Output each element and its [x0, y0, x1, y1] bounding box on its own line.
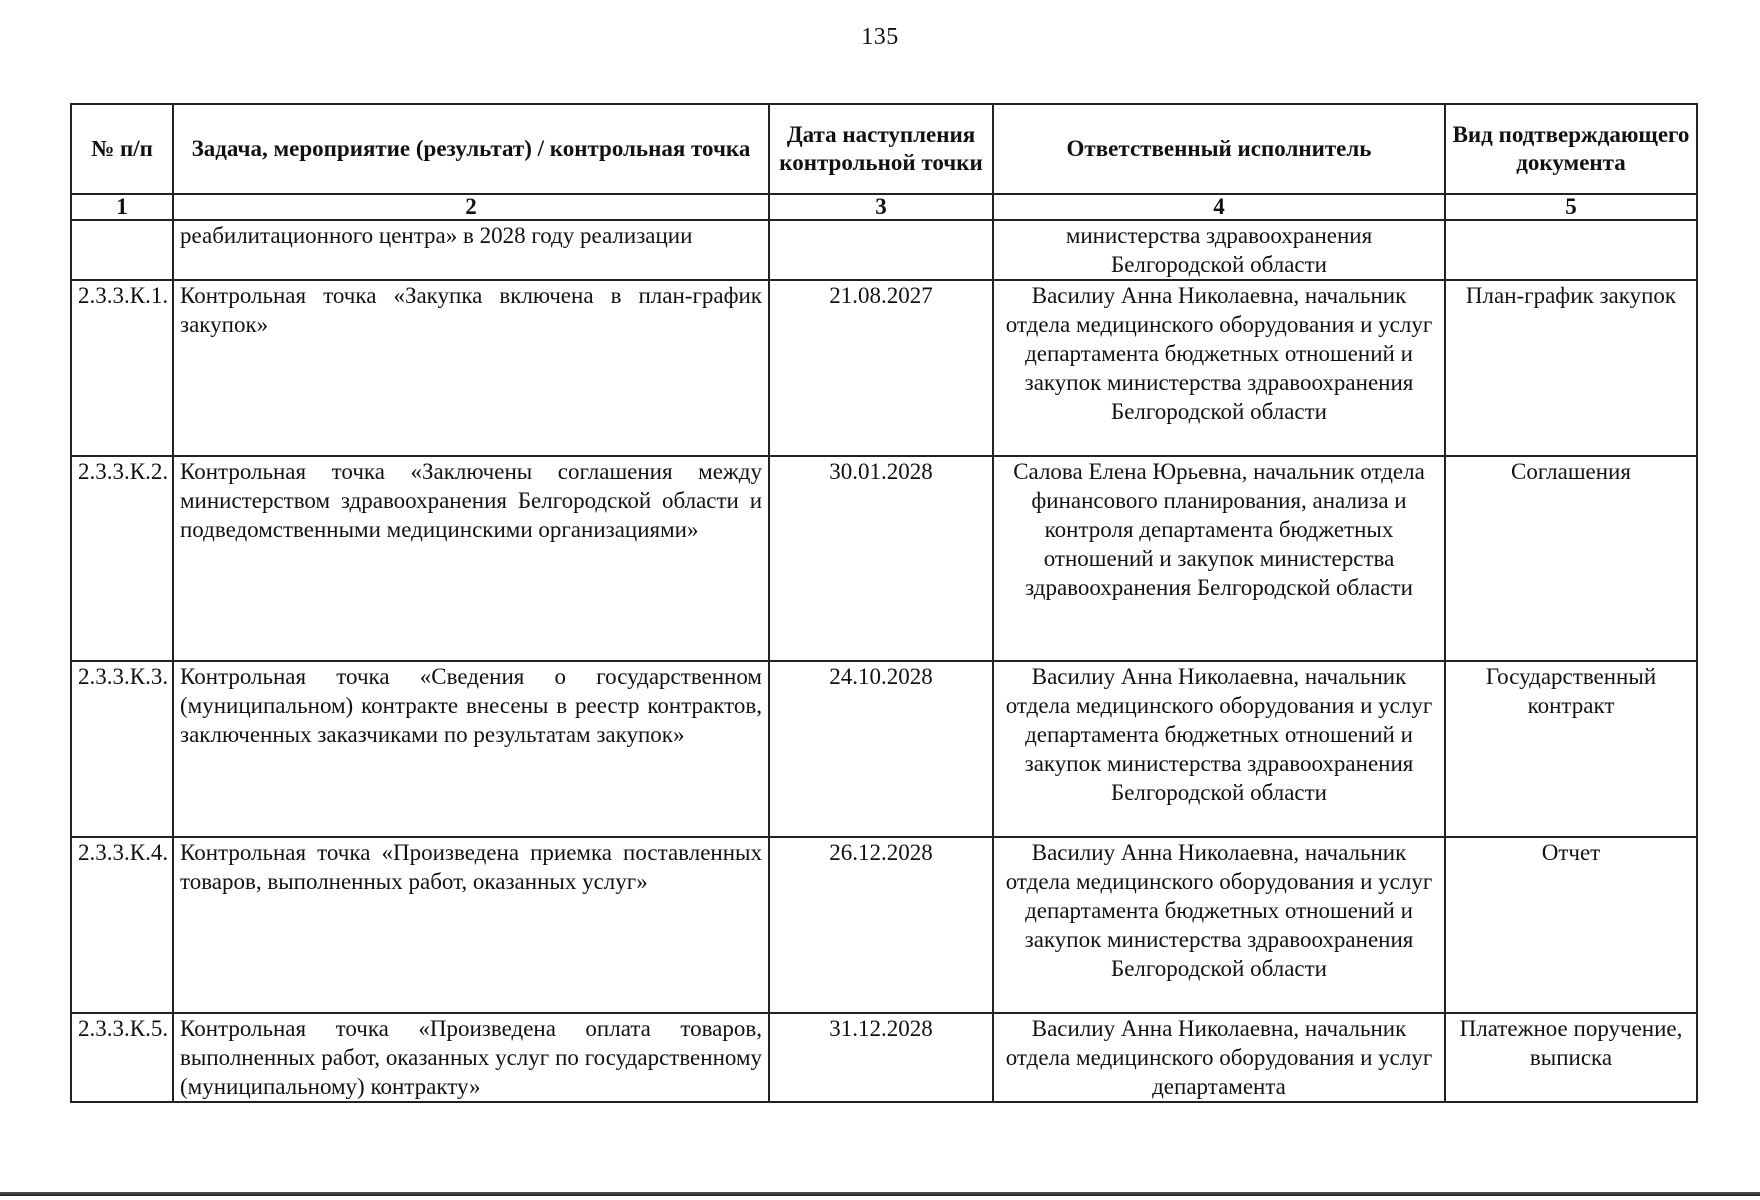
- row-number: 2.3.3.К.2.: [71, 456, 173, 661]
- header-task: Задача, мероприятие (результат) / контрольная точка: [173, 104, 769, 194]
- row-number: 2.3.3.К.3.: [71, 661, 173, 837]
- row-number: 2.3.3.К.4.: [71, 837, 173, 1013]
- responsible-cell: Салова Елена Юрьевна, начальник отдела финансового планирования, анализа и контроля департамента бюджетных отношений и закупок министерства здравоохранения Белгородской области: [993, 456, 1445, 661]
- table-row: [71, 220, 1697, 280]
- table-row: [71, 661, 1697, 837]
- document-type-cell: Государственный контракт: [1445, 661, 1697, 837]
- responsible-cell: министерства здравоохранения Белгородской области: [993, 220, 1445, 280]
- task-cell: Контрольная точка «Сведения о государственном (муниципальном) контракте внесены в реестр контрактов, заключенных заказчиками по результатам закупок»: [173, 661, 769, 837]
- responsible-cell: Василиу Анна Николаевна, начальник отдела медицинского оборудования и услуг департамента бюджетных отношений и закупок министерства здравоохранения Белгородской области: [993, 837, 1445, 1013]
- date-cell: 30.01.2028: [769, 456, 993, 661]
- column-number: 4: [993, 194, 1445, 220]
- responsible-cell: Василиу Анна Николаевна, начальник отдела медицинского оборудования и услуг департамента бюджетных отношений и закупок министерства здравоохранения Белгородской области: [993, 280, 1445, 456]
- scan-edge-line: [0, 1192, 1760, 1196]
- date-cell: 26.12.2028: [769, 837, 993, 1013]
- row-number: [71, 220, 173, 280]
- column-number: 1: [71, 194, 173, 220]
- header-date: Дата наступления контрольной точки: [769, 104, 993, 194]
- document-type-cell: Платежное поручение, выписка: [1445, 1013, 1697, 1102]
- header-row: [71, 104, 1697, 194]
- column-number: 5: [1445, 194, 1697, 220]
- column-number: 2: [173, 194, 769, 220]
- table-row: [71, 837, 1697, 1013]
- table-row: [71, 280, 1697, 456]
- control-points-table: [70, 103, 1698, 1103]
- task-cell: реабилитационного центра» в 2028 году реализации: [173, 220, 769, 280]
- date-cell: 24.10.2028: [769, 661, 993, 837]
- date-cell: 31.12.2028: [769, 1013, 993, 1102]
- responsible-cell: Василиу Анна Николаевна, начальник отдела медицинского оборудования и услуг департамента бюджетных отношений и закупок министерства здравоохранения Белгородской области: [993, 661, 1445, 837]
- column-number-row: [71, 194, 1697, 220]
- row-number: 2.3.3.К.5.: [71, 1013, 173, 1102]
- header-responsible: Ответственный исполнитель: [993, 104, 1445, 194]
- date-cell: 21.08.2027: [769, 280, 993, 456]
- document-type-cell: Соглашения: [1445, 456, 1697, 661]
- header-document-type: Вид подтверждающего документа: [1445, 104, 1697, 194]
- task-cell: Контрольная точка «Заключены соглашения между министерством здравоохранения Белгородской области и подведомственными медицинскими организациями»: [173, 456, 769, 661]
- column-number: 3: [769, 194, 993, 220]
- task-cell: Контрольная точка «Закупка включена в план-график закупок»: [173, 280, 769, 456]
- page-number: 135: [861, 24, 899, 50]
- table-row: [71, 1013, 1697, 1102]
- row-number: 2.3.3.К.1.: [71, 280, 173, 456]
- document-type-cell: [1445, 220, 1697, 280]
- table-row: [71, 456, 1697, 661]
- document-type-cell: Отчет: [1445, 837, 1697, 1013]
- document-type-cell: План-график закупок: [1445, 280, 1697, 456]
- header-number: № п/п: [71, 104, 173, 194]
- date-cell: [769, 220, 993, 280]
- task-cell: Контрольная точка «Произведена приемка поставленных товаров, выполненных работ, оказанных услуг»: [173, 837, 769, 1013]
- responsible-cell: Василиу Анна Николаевна, начальник отдела медицинского оборудования и услуг департамента: [993, 1013, 1445, 1102]
- task-cell: Контрольная точка «Произведена оплата товаров, выполненных работ, оказанных услуг по государственному (муниципальному) контракту»: [173, 1013, 769, 1102]
